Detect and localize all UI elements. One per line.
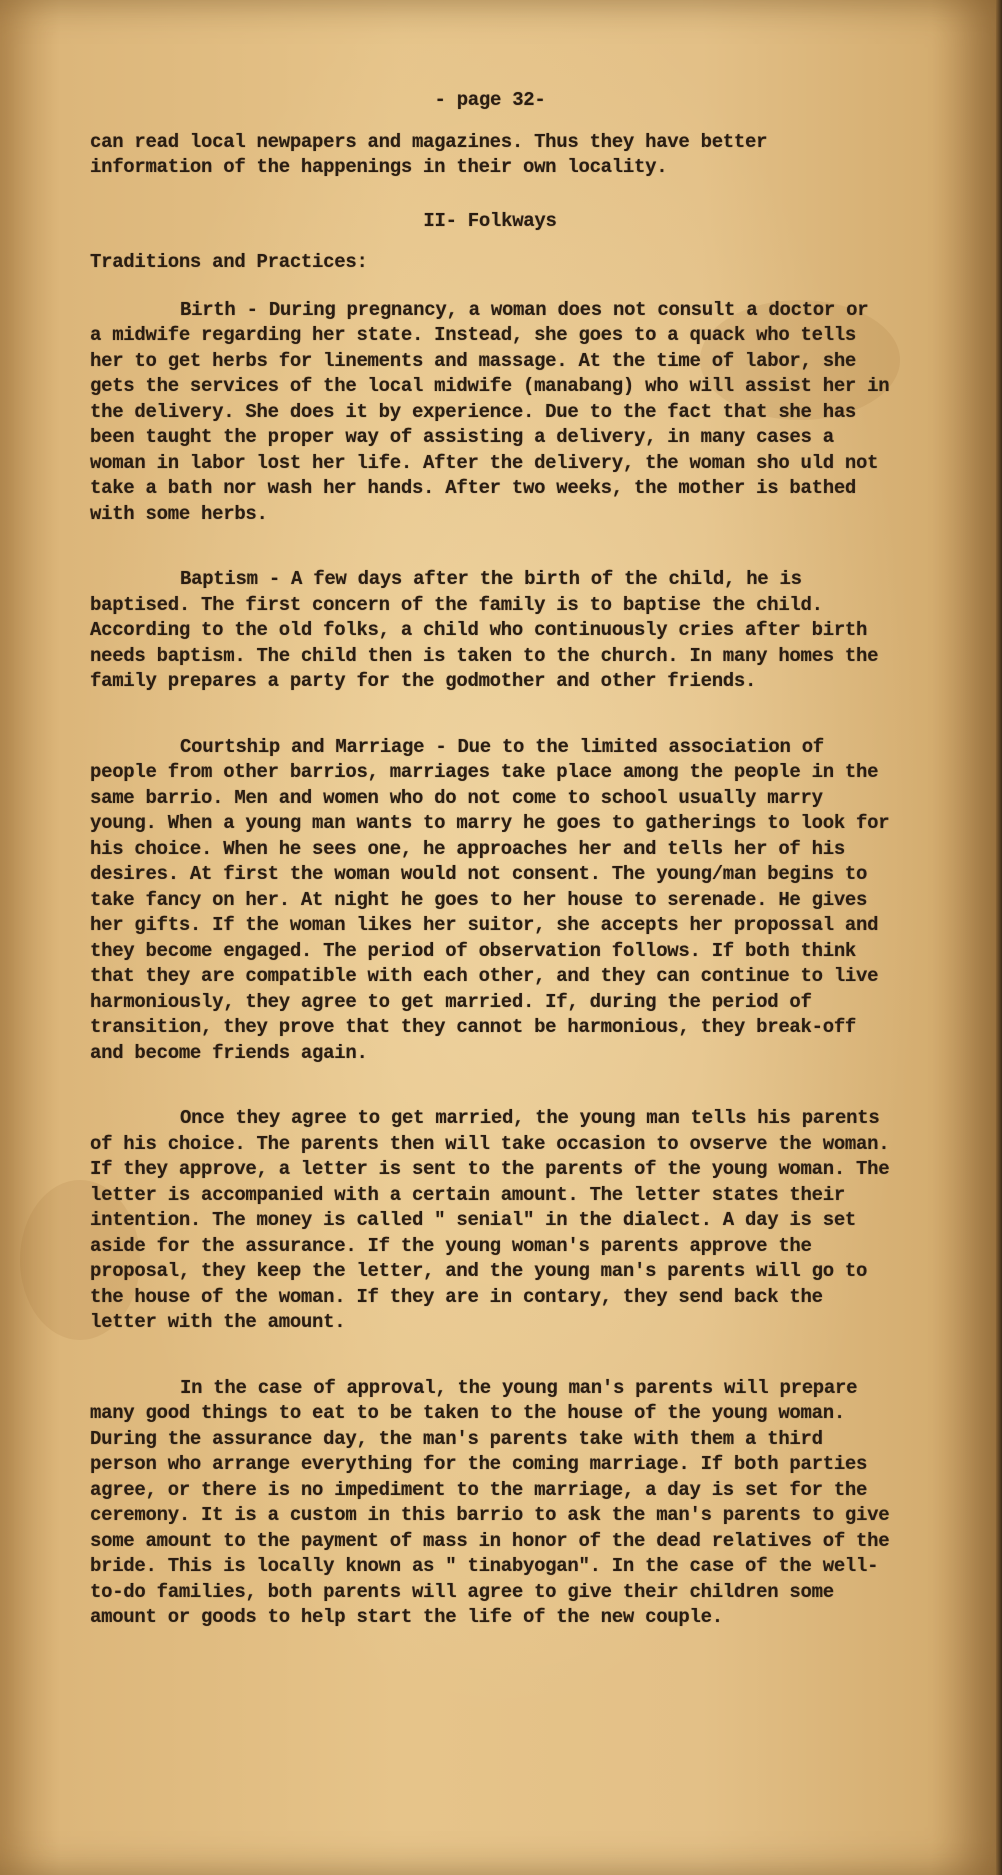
intro-paragraph: can read local newpapers and magazines. Thus they have better information of the happenings in their own locality. — [90, 130, 768, 178]
paragraph-birth: Birth - During pregnancy, a woman does not consult a doctor or a midwife regarding her state. Instead, she goes to a quack who tells her to get herbs for linements and massage. At the time of labor, she gets the services of the local midwife (manabang) who will assist her in the delivery. She does it by experience. Due to the fact that she has been taught the proper way of assisting a delivery, in many cases a woman in labor lost her life. After the delivery, the woman sho uld not take a bath nor wash her hands. After two weeks, the mother is bathed with some herbs. — [90, 298, 890, 525]
page-edge — [996, 0, 1002, 1875]
paragraph-baptism: Baptism - A few days after the birth of the child, he is baptised. The first concern of the family is to baptise the child. According to the old folks, a child who continuously cries after birth needs baptism. The child then is taken to the church. In many homes the family prepares a party for the godmother and other friends. — [90, 568, 879, 692]
subsection-title: Traditions and Practices: — [90, 251, 368, 273]
section-title: II- Folkways — [423, 209, 557, 232]
paragraph-courtship: Courtship and Marriage - Due to the limited association of people from other barrios, marriages take place among the people in the same barrio. Men and women who do not come to school usually marry young. When a young man wants to marry he goes to gatherings to look for his choice. When he sees one, he approaches her and tells her of his desires. At first the woman would not consent. The young/man begins to take fancy on her. At night he goes to her house to serenade. He gives her gifts. If the woman likes her suitor, she accepts her propossal and they become engaged. The period of observation follows. If both think that they are compatible with each other, and they can continue to live harmoniously, they agree to get married. If, during the period of transition, they prove that they cannot be harmonious, they break-off and become friends again. — [90, 735, 890, 1064]
page-number: - page 32- — [434, 89, 546, 111]
page-text — [90, 88, 890, 1631]
paragraph-approval: In the case of approval, the young man's parents will prepare many good things to eat to be taken to the house of the young woman. During the assurance day, the man's parents take with them a third person who arrange everything for the coming marriage. If both parties agree, or there is no impediment to the marriage, a day is set for the ceremony. It is a custom in this barrio to ask the man's parents to give some amount to the payment of mass in honor of the dead relatives of the bride. This is locally known as " tinabyogan". In the case of the well- to-do families, both parents will agree to give their children some amount or goods to help start the life of the new couple. — [90, 1376, 890, 1628]
paragraph-agreement: Once they agree to get married, the young man tells his parents of his choice. The parents then will take occasion to ovserve the woman. If they approve, a letter is sent to the parents of the young woman. The letter is accompanied with a certain amount. The letter states their intention. The money is called " senial" in the dialect. A day is set aside for the assurance. If the young woman's parents approve the proposal, they keep the letter, and the young man's parents will go to the house of the woman. If they are in contary, they send back the letter with the amount. — [90, 1107, 890, 1333]
